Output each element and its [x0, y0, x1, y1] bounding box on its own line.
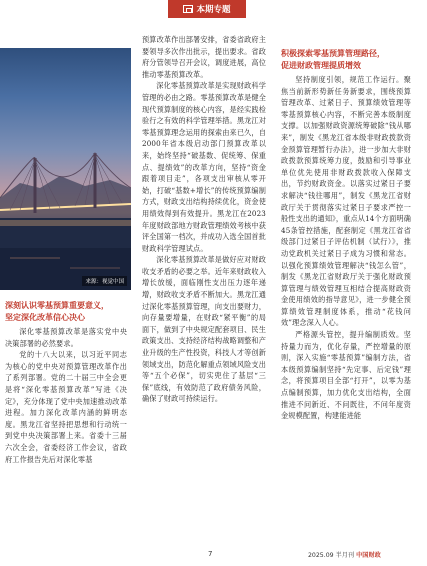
- brand-name: 中国财政: [356, 552, 381, 559]
- right-paragraph-2: 严格源头管控，提升编制质效。坚持量力而为，优化存量，严控增量的原则，深入实施“零基预算”编制方法，省本级预算编制坚持“先定事、后定钱”理念，将预算项目全部“打开”，以零为基点编制预算，加力优化支出结构，全面推进不问新近、不问既往，不问年度资金规模配置，构建能进能: [281, 330, 411, 421]
- left-column: [5, 300, 127, 545]
- right-heading-line2: 促进财政管理提质增效: [281, 61, 361, 70]
- page-number: 7: [208, 550, 213, 558]
- middle-paragraph-2: 深化零基预算改革是实现财政科学管理的必由之路。零基预算改革是健全现代预算制度的核心内容，是经实践检验行之有效的科学管理举措。黑龙江对零基预算理念运用的探索由来已久，自2000年省本级启动部门预算改革以来，始终坚持“破基数、促统筹、保重点、提绩效”的改革方向，坚持“资金跟着项目走”，各项支出审核从零开始，打破“基数+增长”的传统预算编制方式，财政支出结构持续优化，资金使用绩效得到有效提升。黑龙江在2023年度财政部地方财政管理绩效考核中获评全国第一档次，并成功入选全国首批财政科学管理试点。: [142, 81, 266, 253]
- left-heading-line2: 坚定深化改革信心决心: [5, 313, 85, 322]
- right-paragraph-1: 坚持制度引领，规范工作运行。聚焦当前新形势新任务新要求，围绕预算管理改革、过紧日子、预算绩效管理等零基预算核心内容，不断完善本级制度支撑。以加强财政资源统筹破除“钱从哪来”，制发《黑龙江省本级非财政拨款资金预算管理暂行办法》，进一步加大非财政拨款预算统筹力度，鼓励和引导事业单位优先使用非财政拨款收入保障支出，节约财政资金。以落实过紧日子要求解决“钱往哪用”，制发《黑龙江省财政厅关于贯彻落实过紧日子要求严控一般性支出的通知》，重点从14个方面明确45条管控措施，配套制定《黑龙江省省级部门过紧日子评估机制（试行）》，推动党政机关过紧日子成为习惯和常态。以强化预算绩效管理解决“钱怎么管”，制发《黑龙江省财政厅关于强化财政预算管理与绩效管理互相结合提高财政资金使用绩效的指导意见》，进一步健全预算绩效管理制度体系，推动“花钱问效”理念深入人心。: [281, 75, 411, 328]
- section-label: 本期专题: [196, 5, 231, 15]
- left-heading-line1: 深刻认识零基预算重要意义，: [5, 301, 109, 310]
- section-tab: [168, 0, 246, 18]
- issue-date: 2025.09 半月刊: [308, 552, 355, 559]
- left-paragraph-1: 深化零基预算改革是落实党中央决策部署的必然要求。: [5, 327, 127, 348]
- middle-paragraph-1: 预算改革作出部署安排，省委省政府主要领导多次作出批示，提出要求。省政府分管领导召开会议，调度进展，高位推动零基预算改革。: [142, 35, 266, 79]
- photo-caption: 来源：视觉中国: [82, 276, 127, 286]
- middle-column: [142, 34, 266, 542]
- issue-info: [308, 550, 381, 559]
- bridge-photo: [0, 48, 131, 290]
- right-column: [281, 48, 411, 542]
- bridge-illustration: [0, 48, 131, 290]
- newspaper-icon: [183, 5, 193, 13]
- middle-paragraph-3: 深化零基预算改革是做好应对财政收支矛盾的必要之举。近年来财政收入增长放缓，面临刚性支出压力逐年递增，财政收支矛盾不断加大。黑龙江通过深化零基预算管理，向支出要财力，向存量要增量，在财政“紧平衡”的局面下，做到了中央规定配套项目、民生政策支出、支持经济结构战略调整和产业升级的生产性投资，科技人才等创新领域支出，防范化解重点领域风险支出等“五个必保”，切实兜住了基层“三保”底线，有效防范了政府债务风险，确保了财政可持续运行。: [142, 255, 266, 404]
- left-paragraph-2: 党的十八大以来，以习近平同志为核心的党中央对预算管理改革作出了系列部署。党的二十届三中全会更是将“深化零基预算改革”写进《决定》，充分体现了党中央加速推动改革进程。加力深化改革内涵的鲜明态度。黑龙江省坚持把思想和行动统一到党中央决策部署上来。省委十三届六次全会，省委经济工作会议，省政府工作报告先后对深化零基: [5, 350, 127, 464]
- right-heading-line1: 积极探索零基预算管理路径，: [281, 49, 385, 58]
